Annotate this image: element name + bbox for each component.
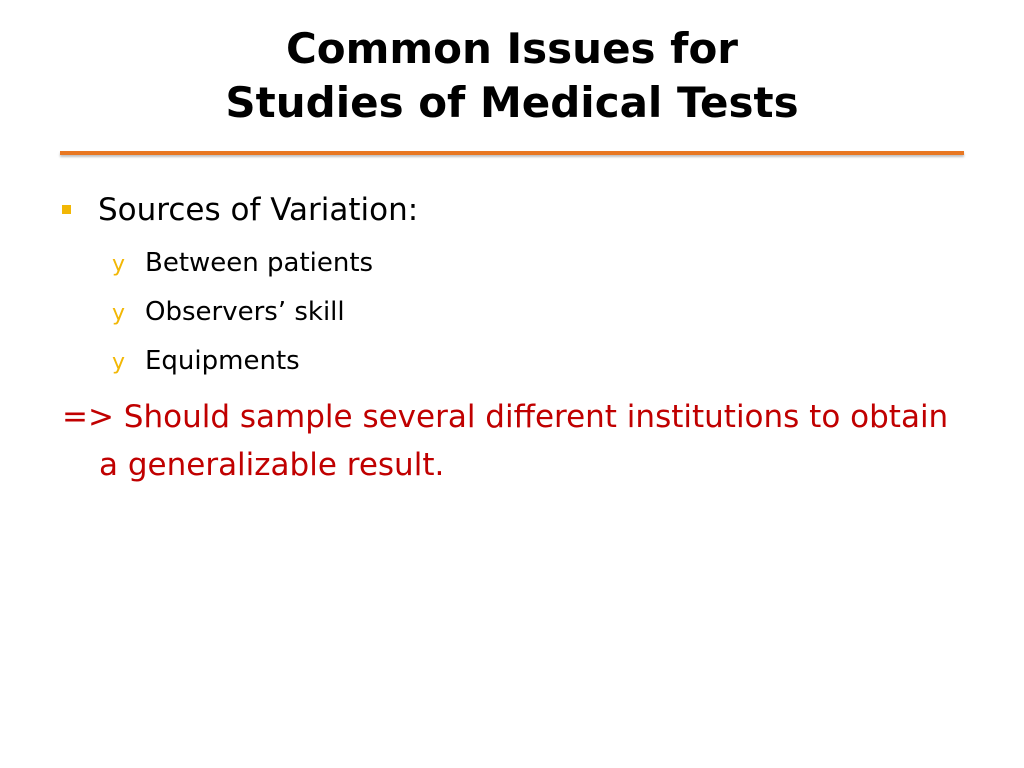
sub-bullet-item [112,341,373,390]
sub-bullet-marker: y [112,350,126,375]
slide-title [0,22,1024,130]
square-bullet-icon [62,205,71,214]
sub-bullet-text: Between patients [145,248,374,278]
sub-bullet-text: Observers’ skill [145,297,345,327]
sub-bullet-text: Equipments [145,346,300,376]
sub-bullet-list [112,243,373,390]
title-line-2: Studies of Medical Tests [225,78,799,127]
sub-bullet-item [112,243,373,292]
sub-bullet-marker: y [112,301,126,326]
sub-bullet-marker: y [112,252,126,277]
bullet-sources-of-variation [62,188,418,232]
sub-bullet-item [112,292,373,341]
title-divider [60,151,964,155]
title-line-1: Common Issues for [285,24,739,73]
bullet-text: Sources of Variation: [98,192,419,228]
conclusion-text: => Should sample several different institutions to obtain a generalizable result. [62,399,949,483]
